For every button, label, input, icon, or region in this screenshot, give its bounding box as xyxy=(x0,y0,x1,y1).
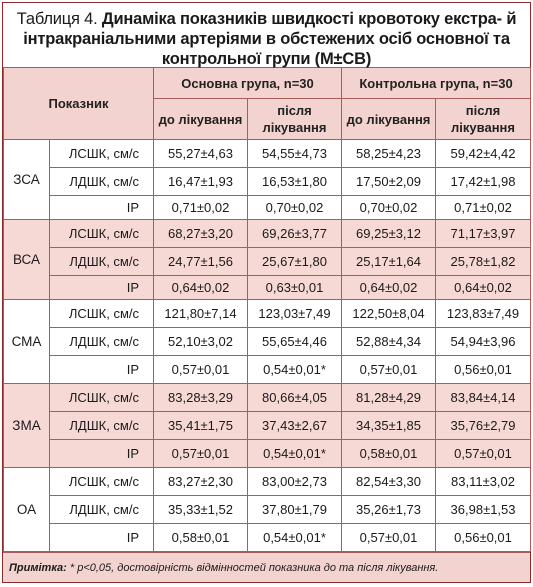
value-cell: 35,26±1,73 xyxy=(342,496,436,524)
value-cell: 0,56±0,01 xyxy=(436,356,531,384)
value-cell: 82,54±3,30 xyxy=(342,468,436,496)
value-cell: 83,11±3,02 xyxy=(436,468,531,496)
value-cell: 83,00±2,73 xyxy=(248,468,342,496)
value-cell: 69,26±3,77 xyxy=(248,220,342,248)
table-caption: Динаміка показників швидкості кровотоку екстра- й інтракраніальними артеріями в обстежених осіб основної та контрольної групи (М±СВ) xyxy=(23,10,517,68)
value-cell: 0,63±0,01 xyxy=(248,276,342,300)
indicator-cell: ЛДШК, см/с xyxy=(50,168,154,196)
table-row xyxy=(4,248,531,276)
value-cell: 0,58±0,01 xyxy=(154,524,248,552)
value-cell: 69,25±3,12 xyxy=(342,220,436,248)
header-group-control: Контрольна група, n=30 xyxy=(342,68,531,99)
indicator-cell: ЛСШК, см/с xyxy=(50,300,154,328)
value-cell: 58,25±4,23 xyxy=(342,140,436,168)
indicator-cell: ЛДШК, см/с xyxy=(50,248,154,276)
indicator-cell: IP xyxy=(50,276,154,300)
value-cell: 54,94±3,96 xyxy=(436,328,531,356)
table-row xyxy=(4,328,531,356)
table-row xyxy=(4,196,531,220)
value-cell: 55,65±4,46 xyxy=(248,328,342,356)
indicator-cell: ЛДШК, см/с xyxy=(50,412,154,440)
value-cell: 0,71±0,02 xyxy=(154,196,248,220)
note-label: Примітка: xyxy=(9,562,67,574)
value-cell: 25,67±1,80 xyxy=(248,248,342,276)
value-cell: 83,84±4,14 xyxy=(436,384,531,412)
indicator-cell: ЛСШК, см/с xyxy=(50,384,154,412)
table-row xyxy=(4,276,531,300)
header-group-main: Основна група, n=30 xyxy=(154,68,342,99)
value-cell: 35,76±2,79 xyxy=(436,412,531,440)
table-row xyxy=(4,440,531,468)
value-cell: 122,50±8,04 xyxy=(342,300,436,328)
value-cell: 37,43±2,67 xyxy=(248,412,342,440)
header-main-before: до лікування xyxy=(154,99,248,140)
table-row xyxy=(4,468,531,496)
value-cell: 0,64±0,02 xyxy=(436,276,531,300)
table-row xyxy=(4,384,531,412)
indicator-cell: IP xyxy=(50,356,154,384)
value-cell: 71,17±3,97 xyxy=(436,220,531,248)
value-cell: 25,17±1,64 xyxy=(342,248,436,276)
value-cell: 0,56±0,01 xyxy=(436,524,531,552)
table-document xyxy=(2,2,531,583)
value-cell: 0,54±0,01* xyxy=(248,524,342,552)
table-note xyxy=(3,552,530,582)
table-title xyxy=(3,3,530,67)
value-cell: 0,54±0,01* xyxy=(248,356,342,384)
note-text: * р<0,05, достовірність відмінностей показника до та після лікування. xyxy=(66,562,439,574)
indicator-cell: ЛДШК, см/с xyxy=(50,328,154,356)
value-cell: 83,28±3,29 xyxy=(154,384,248,412)
artery-cell: ОА xyxy=(4,468,50,552)
value-cell: 55,27±4,63 xyxy=(154,140,248,168)
value-cell: 16,47±1,93 xyxy=(154,168,248,196)
indicator-cell: ЛСШК, см/с xyxy=(50,140,154,168)
value-cell: 34,35±1,85 xyxy=(342,412,436,440)
value-cell: 52,88±4,34 xyxy=(342,328,436,356)
artery-cell: ЗМА xyxy=(4,384,50,468)
indicator-cell: IP xyxy=(50,196,154,220)
value-cell: 35,41±1,75 xyxy=(154,412,248,440)
value-cell: 17,42±1,98 xyxy=(436,168,531,196)
table-row xyxy=(4,524,531,552)
value-cell: 68,27±3,20 xyxy=(154,220,248,248)
value-cell: 0,57±0,01 xyxy=(342,356,436,384)
value-cell: 0,70±0,02 xyxy=(248,196,342,220)
artery-cell: ЗСА xyxy=(4,140,50,220)
value-cell: 24,77±1,56 xyxy=(154,248,248,276)
table-row xyxy=(4,140,531,168)
data-table xyxy=(3,67,531,552)
value-cell: 0,70±0,02 xyxy=(342,196,436,220)
value-cell: 83,27±2,30 xyxy=(154,468,248,496)
indicator-cell: ЛДШК, см/с xyxy=(50,496,154,524)
value-cell: 0,57±0,01 xyxy=(436,440,531,468)
value-cell: 59,42±4,42 xyxy=(436,140,531,168)
value-cell: 0,71±0,02 xyxy=(436,196,531,220)
table-row xyxy=(4,356,531,384)
table-row xyxy=(4,300,531,328)
table-row xyxy=(4,168,531,196)
indicator-cell: IP xyxy=(50,440,154,468)
value-cell: 0,57±0,01 xyxy=(154,356,248,384)
value-cell: 37,80±1,79 xyxy=(248,496,342,524)
header-indicator: Показник xyxy=(4,68,154,140)
value-cell: 36,98±1,53 xyxy=(436,496,531,524)
value-cell: 123,83±7,49 xyxy=(436,300,531,328)
value-cell: 0,58±0,01 xyxy=(342,440,436,468)
header-control-after: після лікування xyxy=(436,99,531,140)
value-cell: 16,53±1,80 xyxy=(248,168,342,196)
value-cell: 121,80±7,14 xyxy=(154,300,248,328)
header-main-after: після лікування xyxy=(248,99,342,140)
value-cell: 80,66±4,05 xyxy=(248,384,342,412)
value-cell: 0,64±0,02 xyxy=(342,276,436,300)
value-cell: 123,03±7,49 xyxy=(248,300,342,328)
value-cell: 0,57±0,01 xyxy=(342,524,436,552)
indicator-cell: ЛСШК, см/с xyxy=(50,468,154,496)
table-row xyxy=(4,220,531,248)
value-cell: 52,10±3,02 xyxy=(154,328,248,356)
value-cell: 81,28±4,29 xyxy=(342,384,436,412)
table-number: Таблиця 4. xyxy=(16,10,98,28)
value-cell: 35,33±1,52 xyxy=(154,496,248,524)
table-row xyxy=(4,412,531,440)
value-cell: 25,78±1,82 xyxy=(436,248,531,276)
header-control-before: до лікування xyxy=(342,99,436,140)
value-cell: 0,64±0,02 xyxy=(154,276,248,300)
value-cell: 0,57±0,01 xyxy=(154,440,248,468)
value-cell: 0,54±0,01* xyxy=(248,440,342,468)
value-cell: 17,50±2,09 xyxy=(342,168,436,196)
table-row xyxy=(4,496,531,524)
artery-cell: ВСА xyxy=(4,220,50,300)
value-cell: 54,55±4,73 xyxy=(248,140,342,168)
indicator-cell: IP xyxy=(50,524,154,552)
artery-cell: СМА xyxy=(4,300,50,384)
indicator-cell: ЛСШК, см/с xyxy=(50,220,154,248)
